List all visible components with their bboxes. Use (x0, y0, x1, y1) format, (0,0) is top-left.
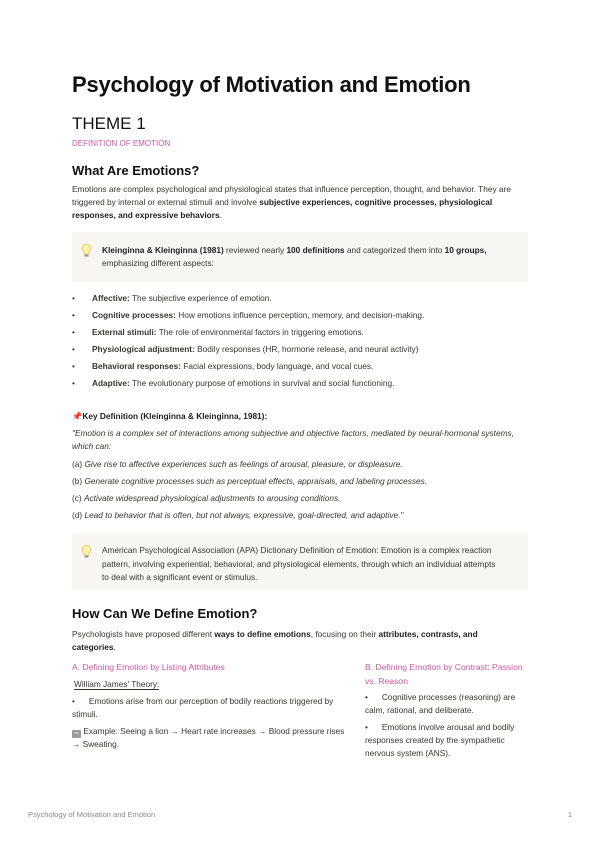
example (72, 725, 352, 751)
item-text: Lead to behavior that is often, but not always, expressive, goal-directed, and adaptive." (84, 510, 404, 520)
term: Affective: (92, 293, 130, 303)
footer-title: Psychology of Motivation and Emotion (28, 810, 156, 819)
term: Adaptive: (92, 378, 130, 388)
key-definition-heading (72, 410, 532, 427)
bold-text: Kleinginna & Kleinginna (1981) (102, 245, 224, 255)
term: Physiological adjustment: (92, 344, 195, 354)
item-label: (b) (72, 476, 85, 486)
text: How emotions influence perception, memory, and decision-making. (175, 310, 425, 320)
text: Facial expressions, body language, and vocal cues. (181, 361, 374, 371)
definition-item (72, 458, 532, 475)
list-item (72, 377, 532, 394)
callout-text (102, 244, 522, 270)
text: Cognitive processes (reasoning) are calm, rational, and deliberate. (365, 692, 516, 715)
bold-text: 10 groups, (444, 245, 487, 255)
right-arrow-box-icon: ⇨ (73, 731, 80, 737)
list-item (72, 309, 532, 326)
callout-kleinginna (72, 232, 528, 282)
quote-text: "Emotion is a complex set of interactions among subjective and objective factors, mediated by neural-hormonal systems, which can: (72, 428, 514, 451)
intro-paragraph (72, 183, 532, 222)
term: Cognitive processes: (92, 310, 176, 320)
item-label: (c) (72, 493, 84, 503)
text: and categorized them into (344, 245, 445, 255)
term: External stimuli: (92, 327, 157, 337)
section-heading-how-define: How Can We Define Emotion? (72, 606, 258, 621)
item-text: Give rise to affective experiences such as feelings of arousal, pleasure, or displeasure. (84, 459, 403, 469)
text: Example: Seeing a lion → Heart rate increases → Blood pressure rises → Sweating. (72, 726, 345, 749)
page-title: Psychology of Motivation and Emotion (72, 72, 471, 97)
item-label: (d) (72, 510, 85, 520)
text: . (219, 210, 222, 220)
definition-item (72, 492, 532, 509)
list-item (72, 343, 532, 360)
pushpin-icon: 📌 (72, 411, 83, 421)
text: Emotions are complex psychological and physiological states that influence perception, thought, and behavior. They are triggered by internal or external stimuli and involve (72, 184, 511, 207)
callout-apa-definition (72, 533, 528, 590)
text: Bodily responses (HR, hormone release, and neural activity) (194, 344, 419, 354)
heading-text: Key Definition (Kleinginna & Kleinginna, 1981): (82, 411, 268, 421)
text: Psychologists have proposed different (72, 629, 215, 639)
column-a (72, 660, 352, 751)
lightbulb-icon (82, 244, 91, 258)
bold-text: ways to define emotions (214, 629, 311, 639)
text: The role of environmental factors in triggering emotions. (156, 327, 364, 337)
item-text: Generate cognitive processes such as perceptual effects, appraisals, and labeling processes. (84, 476, 428, 486)
emotion-aspects-list (72, 292, 532, 394)
section-heading-what-are-emotions: What Are Emotions? (72, 163, 200, 178)
key-definition (72, 410, 532, 526)
list-item (72, 292, 532, 309)
bullet: • (365, 722, 368, 732)
text: . (113, 642, 116, 652)
item-text: Activate widespread physiological adjustments to arousing conditions. (83, 493, 341, 503)
callout-text: American Psychological Association (APA) Dictionary Definition of Emotion: Emotion is a complex reaction pattern, involving experiential, behavioral, and physiological elements, through which an individual attempts to deal with a significant event or stimulus. (102, 545, 496, 582)
text: Emotions involve arousal and bodily responses created by the sympathetic nervous system (ANS). (365, 722, 515, 758)
list-item (365, 691, 533, 717)
column-a-heading: A. Defining Emotion by Listing Attributes (72, 662, 225, 672)
term: Behavioral responses: (92, 361, 181, 371)
text: , focusing on their (310, 629, 379, 639)
bold-text: attributes, contrasts, and categories (72, 629, 478, 652)
list-item (72, 326, 532, 343)
lightbulb-icon (82, 545, 91, 559)
list-item (72, 360, 532, 377)
section2-paragraph (72, 628, 517, 654)
page-number: 1 (567, 810, 572, 819)
theme-subtitle: DEFINITION OF EMOTION (72, 139, 171, 148)
theme-heading: THEME 1 (72, 114, 146, 133)
column-b (365, 660, 533, 760)
list-item (365, 721, 533, 760)
bullet: • (72, 696, 75, 706)
text: Emotions arise from our perception of bodily reactions triggered by stimuli. (72, 696, 334, 719)
text: emphasizing different aspects: (102, 258, 214, 268)
bullet: • (365, 692, 368, 702)
theory-label (72, 678, 352, 695)
bold-text: subjective experiences, cognitive processes, physiological responses, and expressive behaviors (72, 197, 493, 220)
text: The evolutionary purpose of emotions in survival and social functioning. (129, 378, 395, 388)
column-b-heading: B. Defining Emotion by Contrast: Passion vs. Reason (365, 662, 523, 686)
bold-text: 100 definitions (286, 245, 345, 255)
text: The subjective experience of emotion. (129, 293, 272, 303)
text: reviewed nearly (223, 245, 287, 255)
item-label: (a) (72, 459, 85, 469)
theory-text: William James' Theory: (74, 679, 160, 689)
definition-item (72, 475, 532, 492)
list-item (72, 695, 352, 721)
definition-item (72, 509, 532, 526)
